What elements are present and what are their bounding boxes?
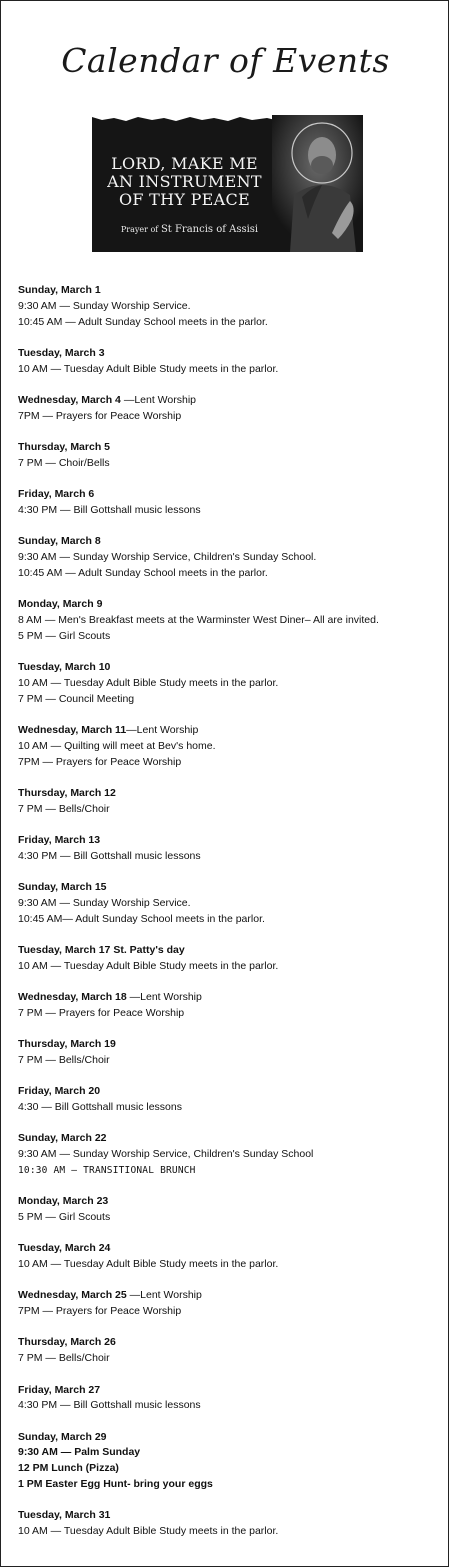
event-date: Friday, March 13 <box>18 833 101 846</box>
event-list <box>18 283 438 1555</box>
event-item <box>18 346 438 378</box>
event-day-line <box>18 833 438 849</box>
event-item <box>18 1383 438 1415</box>
event-item <box>18 1194 438 1226</box>
event-item <box>18 1288 438 1320</box>
event-item <box>18 1084 438 1116</box>
event-item <box>18 487 438 519</box>
event-item <box>18 1037 438 1069</box>
event-date: Sunday, March 15 <box>18 881 107 894</box>
event-detail: 7 PM — Prayers for Peace Worship <box>18 1006 185 1019</box>
event-detail: 5 PM — Girl Scouts <box>18 629 111 642</box>
banner-line-2: AN INSTRUMENT <box>107 172 262 191</box>
event-date: Tuesday, March 10 <box>18 661 111 674</box>
event-day-line <box>18 880 438 896</box>
event-item <box>18 943 438 975</box>
event-detail: 9:30 AM — Sunday Worship Service. <box>18 896 191 909</box>
event-item <box>18 597 438 644</box>
event-detail: 4:30 PM — Bill Gottshall music lessons <box>18 503 201 516</box>
banner-line-1: LORD, MAKE ME <box>111 154 258 173</box>
prayer-banner-image <box>92 115 363 252</box>
event-day-line <box>18 1335 438 1351</box>
event-item <box>18 723 438 770</box>
event-detail: 9:30 AM — Sunday Worship Service, Children's Sunday School. <box>18 551 317 564</box>
event-item <box>18 880 438 927</box>
event-detail: 10 AM — Quilting will meet at Bev's home. <box>18 739 216 752</box>
event-item <box>18 990 438 1022</box>
event-detail: 10 AM — Tuesday Adult Bible Study meets in the parlor. <box>18 1525 279 1538</box>
event-date: Wednesday, March 11 <box>18 723 127 736</box>
event-detail: 7PM — Prayers for Peace Worship <box>18 1305 182 1318</box>
event-date: Monday, March 23 <box>18 1195 109 1208</box>
event-date: Tuesday, March 3 <box>18 346 105 359</box>
event-date: Tuesday, March 17 St. Patty's day <box>18 943 185 956</box>
banner-line-3: OF THY PEACE <box>118 190 251 209</box>
event-item <box>18 1335 438 1367</box>
event-detail: 7 PM — Bells/Choir <box>18 802 110 815</box>
event-date: Thursday, March 26 <box>18 1336 116 1349</box>
event-day-line <box>18 786 438 802</box>
event-detail: 12 PM Lunch (Pizza) <box>18 1462 119 1475</box>
event-detail: 9:30 AM — Sunday Worship Service. <box>18 299 191 312</box>
event-day-line <box>18 990 438 1006</box>
event-detail: 10:45 AM — Adult Sunday School meets in the parlor. <box>18 315 268 328</box>
event-date: Sunday, March 8 <box>18 535 101 548</box>
event-day-line <box>18 1194 438 1210</box>
event-item <box>18 1430 438 1493</box>
event-day-line <box>18 943 438 959</box>
event-day-line <box>18 1131 438 1147</box>
event-detail: 10:30 AM — TRANSITIONAL BRUNCH <box>18 1164 196 1176</box>
event-detail: 10:45 AM— Adult Sunday School meets in the parlor. <box>18 912 265 925</box>
event-day-line <box>18 440 438 456</box>
event-date: Wednesday, March 18 <box>18 991 127 1003</box>
event-day-line <box>18 1383 438 1399</box>
event-date: Tuesday, March 24 <box>18 1242 111 1255</box>
event-detail: 4:30 PM — Bill Gottshall music lessons <box>18 1399 201 1412</box>
event-day-line <box>18 660 438 676</box>
event-detail: 7 PM — Bells/Choir <box>18 1352 110 1365</box>
event-detail: 10 AM — Tuesday Adult Bible Study meets in the parlor. <box>18 1258 279 1271</box>
event-detail: 7 PM — Choir/Bells <box>18 456 110 469</box>
banner-caption-prefix: Prayer of <box>120 225 159 234</box>
event-date-note: —Lent Worship <box>120 393 196 406</box>
banner-caption <box>92 224 287 235</box>
event-day-line <box>18 393 438 409</box>
page-title: Calendar of Events <box>61 41 390 80</box>
event-item <box>18 833 438 865</box>
event-date: Sunday, March 29 <box>18 1430 107 1443</box>
event-day-line <box>18 1037 438 1053</box>
event-item <box>18 534 438 581</box>
event-detail: 10 AM — Tuesday Adult Bible Study meets in the parlor. <box>18 676 279 689</box>
event-detail: 7 PM — Council Meeting <box>18 692 135 705</box>
event-item <box>18 1508 438 1540</box>
event-date: Friday, March 6 <box>18 488 95 501</box>
event-detail: 5 PM — Girl Scouts <box>18 1210 111 1223</box>
event-day-line <box>18 723 438 739</box>
event-detail: 9:30 AM — Sunday Worship Service, Children's Sunday School <box>18 1148 314 1161</box>
event-day-line <box>18 283 438 299</box>
event-detail: 7 PM — Bells/Choir <box>18 1053 110 1066</box>
event-date: Monday, March 9 <box>18 598 103 611</box>
event-day-line <box>18 346 438 362</box>
event-detail: 4:30 — Bill Gottshall music lessons <box>18 1100 182 1113</box>
event-date: Thursday, March 5 <box>18 441 110 454</box>
event-date: Wednesday, March 25 <box>18 1289 127 1302</box>
event-item <box>18 660 438 707</box>
event-detail: 10:45 AM — Adult Sunday School meets in the parlor. <box>18 566 268 579</box>
event-detail: 7PM — Prayers for Peace Worship <box>18 755 182 768</box>
event-item <box>18 1131 438 1178</box>
event-day-line <box>18 1430 438 1446</box>
banner-caption-name: St Francis of Assisi <box>160 224 259 235</box>
event-day-line <box>18 597 438 613</box>
event-item <box>18 393 438 425</box>
event-detail: 7PM — Prayers for Peace Worship <box>18 409 182 422</box>
banner-heading <box>92 155 277 209</box>
event-detail: 8 AM — Men's Breakfast meets at the Warminster West Diner– All are invited. <box>18 613 379 626</box>
event-date: Friday, March 20 <box>18 1085 101 1098</box>
event-detail: 9:30 AM — Palm Sunday <box>18 1446 141 1459</box>
event-day-line <box>18 1084 438 1100</box>
event-day-line <box>18 534 438 550</box>
event-item <box>18 1241 438 1273</box>
event-item <box>18 786 438 818</box>
event-date: Wednesday, March 4 <box>18 393 121 406</box>
event-date: Sunday, March 22 <box>18 1132 107 1145</box>
event-date-note: —Lent Worship <box>126 991 202 1003</box>
event-detail: 4:30 PM — Bill Gottshall music lessons <box>18 849 201 862</box>
event-day-line <box>18 1288 438 1304</box>
event-date: Tuesday, March 31 <box>18 1509 111 1522</box>
event-item <box>18 440 438 472</box>
event-day-line <box>18 1241 438 1257</box>
event-date-note: —Lent Worship <box>126 723 199 736</box>
event-detail: 10 AM — Tuesday Adult Bible Study meets in the parlor. <box>18 362 279 375</box>
event-date: Friday, March 27 <box>18 1383 101 1396</box>
event-date-note: —Lent Worship <box>126 1289 202 1302</box>
event-item <box>18 283 438 330</box>
event-day-line <box>18 1508 438 1524</box>
event-detail: 10 AM — Tuesday Adult Bible Study meets in the parlor. <box>18 959 279 972</box>
event-date: Thursday, March 19 <box>18 1038 116 1051</box>
event-day-line <box>18 487 438 503</box>
event-detail: 1 PM Easter Egg Hunt- bring your eggs <box>18 1478 213 1491</box>
event-date: Sunday, March 1 <box>18 284 101 296</box>
event-date: Thursday, March 12 <box>18 786 116 799</box>
